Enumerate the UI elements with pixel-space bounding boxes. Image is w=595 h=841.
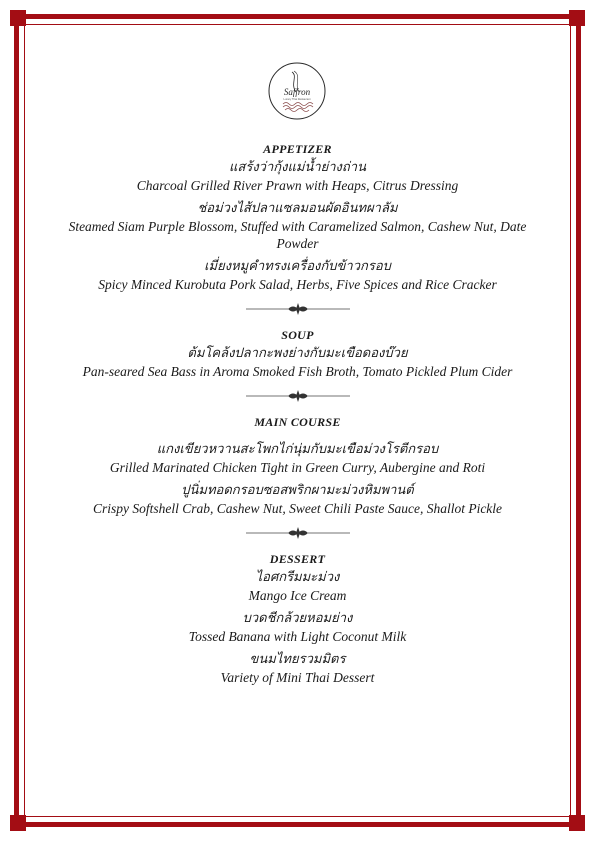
border-corner-bottom-left xyxy=(10,815,26,831)
dish-english-name: Steamed Siam Purple Blossom, Stuffed with Caramelized Salmon, Cashew Nut, Date Powder xyxy=(68,219,527,251)
dish-english-name: Tossed Banana with Light Coconut Milk xyxy=(188,629,407,644)
dish-english-name: Charcoal Grilled River Prawn with Heaps, Citrus Dressing xyxy=(136,178,459,193)
dish-english-name: Variety of Mini Thai Dessert xyxy=(220,670,375,685)
section-dessert xyxy=(40,550,555,686)
ornament-divider-icon xyxy=(244,526,352,540)
section-title: APPETIZER xyxy=(263,142,332,156)
svg-text:Luxury Thai Restaurant: Luxury Thai Restaurant xyxy=(283,98,311,101)
dish-thai-name: แสร้งว่ากุ้งแม่น้ำย่างถ่าน xyxy=(229,160,366,175)
dish-english-name: Spicy Minced Kurobuta Pork Salad, Herbs, Five Spices and Rice Cracker xyxy=(98,277,497,292)
section-title: DESSERT xyxy=(269,552,326,566)
dish-english-name: Pan-seared Sea Bass in Aroma Smoked Fish Broth, Tomato Pickled Plum Cider xyxy=(82,364,513,379)
dish-thai-name: แกงเขียวหวานสะโพกไก่นุ่มกับมะเขือม่วงโรตีกรอบ xyxy=(156,442,439,457)
dish-thai-name: ช่อม่วงไส้ปลาแซลมอนผัดอินทผาลัม xyxy=(197,201,398,216)
section-title: MAIN COURSE xyxy=(254,415,341,429)
dish-thai-name: ปูนิ่มทอดกรอบซอสพริกผามะม่วงหิมพานต์ xyxy=(181,483,414,498)
section-appetizer xyxy=(40,140,555,293)
ornament-divider-icon xyxy=(244,389,352,403)
section-main-course xyxy=(40,413,555,517)
dish-thai-name: ต้มโคล้งปลากะพงย่างกับมะเขือดองบ๊วย xyxy=(187,346,408,361)
menu-content xyxy=(40,140,555,691)
dish-thai-name: บวดชีกล้วยหอมย่าง xyxy=(242,611,353,626)
dish-thai-name: ไอศกรีมมะม่วง xyxy=(255,570,340,585)
section-title: SOUP xyxy=(281,328,314,342)
dish-english-name: Grilled Marinated Chicken Tight in Green Curry, Aubergine and Roti xyxy=(109,460,486,475)
svg-text:Saffron: Saffron xyxy=(283,87,311,97)
dish-english-name: Crispy Softshell Crab, Cashew Nut, Sweet Chili Paste Sauce, Shallot Pickle xyxy=(92,501,503,516)
dish-english-name: Mango Ice Cream xyxy=(248,588,347,603)
border-corner-top-left xyxy=(10,10,26,26)
border-corner-top-right xyxy=(569,10,585,26)
ornament-divider-icon xyxy=(244,302,352,316)
saffron-logo xyxy=(268,62,326,120)
dish-thai-name: ขนมไทยรวมมิตร xyxy=(249,652,346,667)
section-soup xyxy=(40,326,555,380)
border-corner-bottom-right xyxy=(569,815,585,831)
dish-thai-name: เมี่ยงหมูคำทรงเครื่องกับข้าวกรอบ xyxy=(204,259,391,274)
